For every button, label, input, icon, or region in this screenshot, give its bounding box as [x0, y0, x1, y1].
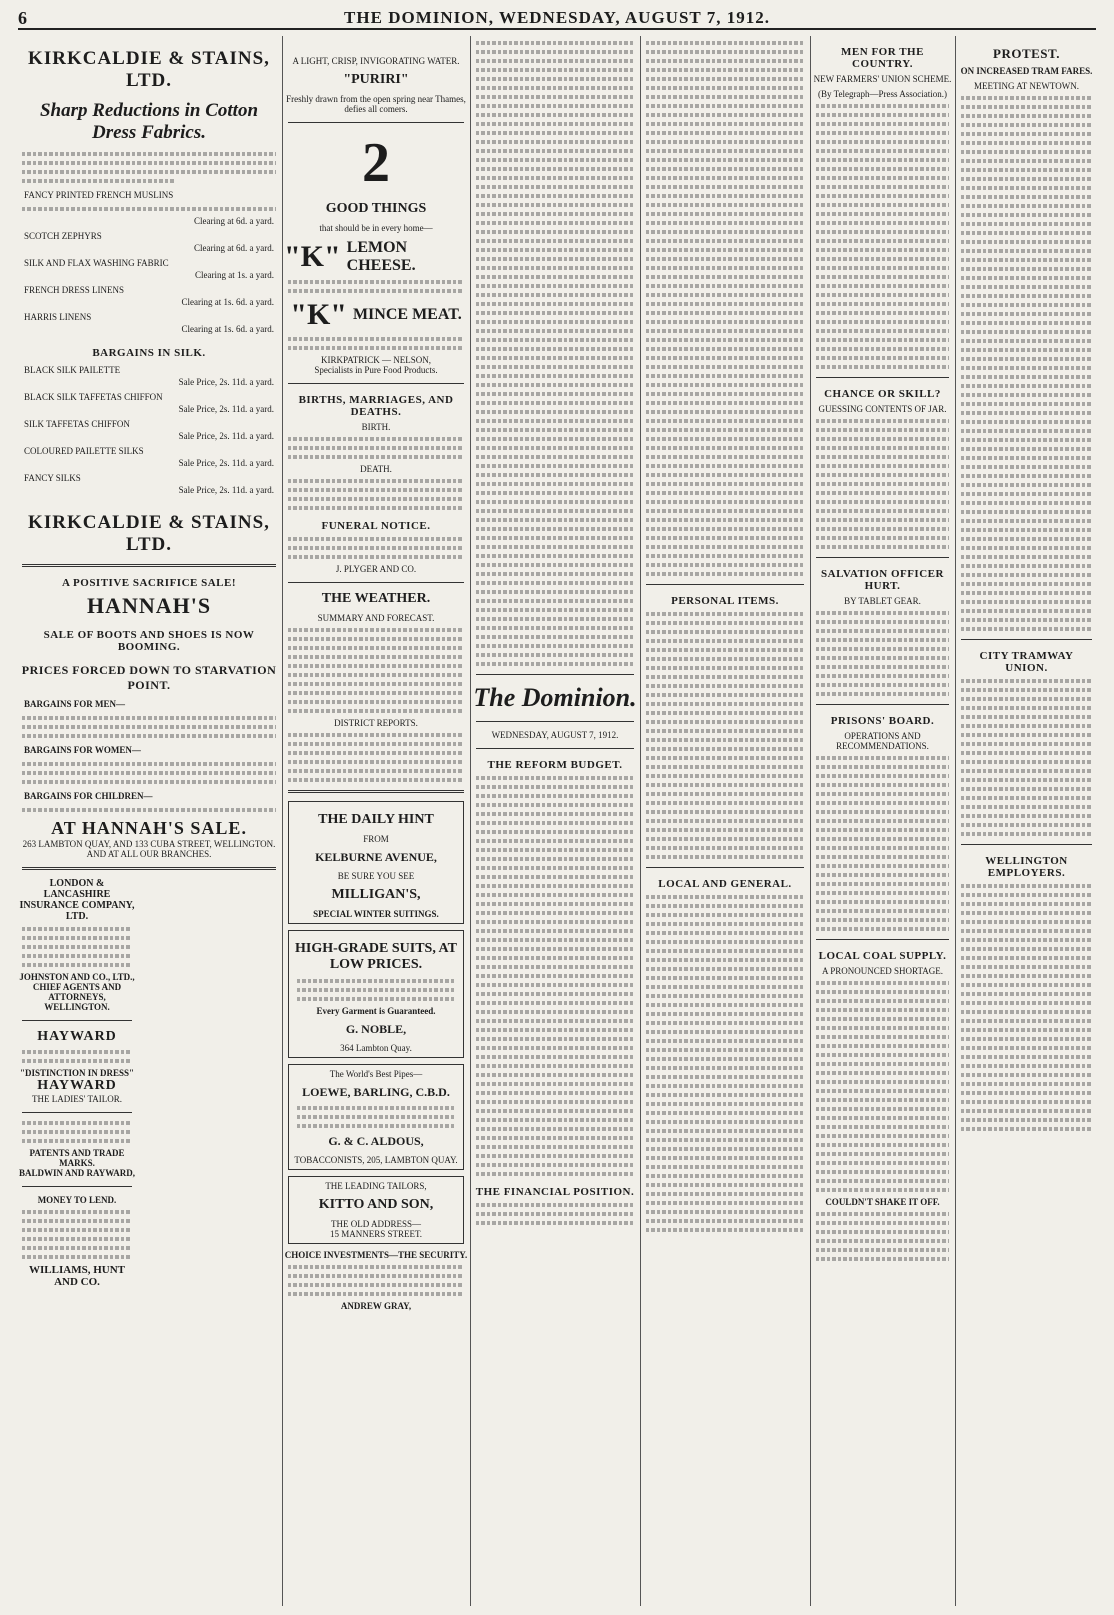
item-name: COLOURED PAILETTE SILKS — [24, 446, 144, 456]
column-rule — [955, 36, 956, 1606]
light-crisp: A LIGHT, CRISP, INVIGORATING WATER. — [292, 56, 460, 66]
reform-budget: THE REFORM BUDGET. — [487, 759, 623, 771]
dominion-logo: The Dominion. — [473, 683, 637, 712]
manners-street: 15 MANNERS STREET. — [329, 1229, 423, 1239]
andrew-gray: ANDREW GRAY, — [340, 1301, 412, 1311]
death-heading: DEATH. — [360, 464, 392, 474]
local-general: LOCAL AND GENERAL. — [658, 878, 792, 890]
every-home: that should be in every home— — [319, 223, 433, 233]
item-price: Sale Price, 2s. 11d. a yard. — [178, 377, 274, 387]
london-lancashire: LONDON & LANCASHIRE INSURANCE COMPANY, LTD. — [19, 878, 135, 922]
hayward-heading: HAYWARD — [37, 1029, 117, 1044]
patents-heading: PATENTS AND TRADE MARKS. — [29, 1148, 125, 1168]
item-price: Clearing at 1s. 6d. a yard. — [181, 297, 274, 307]
masthead — [18, 8, 1096, 30]
advert-column-1 — [18, 36, 280, 1606]
item-name: SILK TAFFETAS CHIFFON — [24, 419, 130, 429]
sale-boots: SALE OF BOOTS AND SHOES IS NOW BOOMING. — [43, 629, 255, 653]
column-rule — [470, 36, 471, 1606]
johnston-agents: JOHNSTON AND CO., LTD., CHIEF AGENTS AND ATTORNEYS, WELLINGTON. — [19, 972, 135, 1012]
tramway-union: CITY TRAMWAY UNION. — [979, 650, 1074, 674]
undertakers: J. PLYGER AND CO. — [335, 564, 417, 574]
guessing-jar: GUESSING CONTENTS OF JAR. — [818, 404, 947, 414]
column-rule — [640, 36, 641, 1606]
birth-heading: BIRTH. — [361, 422, 391, 432]
item-name: SILK AND FLAX WASHING FABRIC — [24, 258, 169, 268]
column-rule — [282, 36, 283, 1606]
puriri-title: "PURIRI" — [343, 72, 409, 87]
item-name: HARRIS LINENS — [24, 312, 92, 322]
item-name: FANCY SILKS — [24, 473, 81, 483]
two-numeral: 2 — [362, 132, 390, 194]
funeral-heading: FUNERAL NOTICE. — [321, 520, 431, 532]
baldwin-rayward: BALDWIN AND RAYWARD, — [19, 1168, 135, 1178]
leading-tailors: THE LEADING TAILORS, — [325, 1181, 427, 1191]
good-things: GOOD THINGS — [325, 201, 427, 216]
k-logo: "K" — [290, 298, 347, 331]
mince-meat: MINCE MEAT. — [352, 306, 462, 323]
item-price: Clearing at 1s. a yard. — [195, 270, 274, 280]
column-rule — [810, 36, 811, 1606]
summary-forecast: SUMMARY AND FORECAST. — [317, 613, 435, 623]
sharp-reductions-heading: Sharp Reductions in Cotton Dress Fabrics. — [39, 100, 259, 143]
distinction-dress: "DISTINCTION IN DRESS" — [19, 1068, 135, 1078]
hannahs-address: 263 LAMBTON QUAY, AND 133 CUBA STREET, WELLINGTON. AND AT ALL OUR BRANCHES. — [22, 839, 276, 859]
prices-forced: PRICES FORCED DOWN TO STARVATION POINT. — [21, 663, 277, 692]
milligans: MILLIGAN'S, — [331, 887, 421, 902]
tobacconists: TOBACCONISTS, 205, LAMBTON QUAY. — [294, 1155, 458, 1165]
k-logo: "K" — [284, 240, 341, 273]
item-name: FANCY PRINTED FRENCH MUSLINS — [24, 190, 174, 200]
noble-address: 364 Lambton Quay. — [340, 1043, 412, 1053]
kitto-son: KITTO AND SON, — [318, 1197, 434, 1212]
wellington-employers: WELLINGTON EMPLOYERS. — [985, 855, 1068, 879]
positive-sale: A POSITIVE SACRIFICE SALE! — [61, 577, 237, 589]
item-price: Clearing at 1s. 6d. a yard. — [181, 324, 274, 334]
williams-hunt: WILLIAMS, HUNT AND CO. — [29, 1264, 125, 1288]
loewe-barling: LOEWE, BARLING, C.B.D. — [302, 1085, 450, 1099]
text-column-4 — [642, 36, 808, 1606]
personal-items: PERSONAL ITEMS. — [671, 595, 779, 607]
daily-hint: THE DAILY HINT — [318, 812, 434, 827]
item-price: Sale Price, 2s. 11d. a yard. — [178, 458, 274, 468]
text-column-3 — [472, 36, 638, 1606]
district-reports: DISTRICT REPORTS. — [334, 718, 418, 728]
every-garment: Every Garment is Guaranteed. — [316, 1006, 436, 1016]
money-to-lend: MONEY TO LEND. — [37, 1195, 117, 1205]
ladies-tailor: THE LADIES' TAILOR. — [32, 1094, 122, 1104]
lemon-cheese: LEMON CHEESE. — [346, 239, 416, 274]
silk-list — [18, 363, 280, 498]
bargains-men: BARGAINS FOR MEN— — [24, 699, 126, 709]
farmers-union: NEW FARMERS' UNION SCHEME. — [813, 74, 952, 84]
text-column-5 — [812, 36, 953, 1606]
high-grade: HIGH-GRADE SUITS, AT LOW PRICES. — [295, 941, 457, 972]
financial-position: THE FINANCIAL POSITION. — [475, 1186, 635, 1198]
telegraph-note: (By Telegraph—Press Association.) — [818, 89, 947, 99]
kirkpatrick: KIRKPATRICK — NELSON, — [321, 355, 431, 365]
bargains-women: BARGAINS FOR WOMEN— — [24, 745, 141, 755]
prisons-board: PRISONS' BOARD. — [830, 715, 935, 727]
issue-date: WEDNESDAY, AUGUST 7, 1912. — [491, 730, 619, 740]
aldous: G. & C. ALDOUS, — [328, 1134, 424, 1148]
kelburne-avenue: KELBURNE AVENUE, — [315, 850, 437, 864]
newspaper-title: THE DOMINION, WEDNESDAY, AUGUST 7, 1912. — [344, 8, 770, 27]
old-address: THE OLD ADDRESS— — [330, 1219, 421, 1229]
tram-fares: ON INCREASED TRAM FARES. — [960, 66, 1093, 76]
births-heading: BIRTHS, MARRIAGES, AND DEATHS. — [298, 394, 454, 418]
special-winter: SPECIAL WINTER SUITINGS. — [313, 909, 439, 919]
chance-skill: CHANCE OR SKILL? — [824, 388, 941, 400]
bargains-children: BARGAINS FOR CHILDREN— — [24, 791, 153, 801]
operations: OPERATIONS AND RECOMMENDATIONS. — [836, 731, 929, 751]
page-number: 6 — [18, 8, 27, 28]
local-coal: LOCAL COAL SUPPLY. — [818, 950, 947, 962]
bargains-silk-heading: BARGAINS IN SILK. — [92, 347, 206, 359]
from-label: FROM — [363, 834, 389, 844]
couldnt-shake: COULDN'T SHAKE IT OFF. — [825, 1197, 940, 1207]
text-column-6 — [957, 36, 1096, 1606]
item-price: Sale Price, 2s. 11d. a yard. — [178, 404, 274, 414]
advert-column-2 — [284, 36, 468, 1606]
noble: G. NOBLE, — [345, 1022, 407, 1036]
men-country: MEN FOR THE COUNTRY. — [841, 46, 924, 70]
fabric-list — [18, 188, 280, 337]
hayward-heading-2: HAYWARD — [37, 1078, 117, 1093]
hannahs-sale: AT HANNAH'S SALE. — [51, 818, 247, 838]
item-price: Clearing at 6d. a yard. — [194, 216, 274, 226]
item-name: SCOTCH ZEPHYRS — [24, 231, 102, 241]
kirkcaldie-heading: KIRKCALDIE & STAINS, LTD. — [28, 48, 270, 91]
choice-investments: CHOICE INVESTMENTS—THE SECURITY. — [284, 1250, 468, 1260]
item-price: Sale Price, 2s. 11d. a yard. — [178, 431, 274, 441]
item-name: BLACK SILK PAILETTE — [24, 365, 121, 375]
weather-heading: THE WEATHER. — [321, 591, 431, 606]
specialists: Specialists in Pure Food Products. — [314, 365, 438, 375]
item-price: Sale Price, 2s. 11d. a yard. — [178, 485, 274, 495]
item-name: FRENCH DRESS LINENS — [24, 285, 125, 295]
worlds-best: The World's Best Pipes— — [329, 1069, 423, 1079]
protest-heading: PROTEST. — [993, 46, 1060, 61]
puriri-desc: Freshly drawn from the open spring near Thames, defies all comers. — [286, 94, 466, 114]
tablet-gear: BY TABLET GEAR. — [844, 596, 921, 606]
hannahs-heading: HANNAH'S — [86, 593, 212, 618]
be-sure: BE SURE YOU SEE — [337, 871, 415, 881]
item-price: Clearing at 6d. a yard. — [194, 243, 274, 253]
item-name: BLACK SILK TAFFETAS CHIFFON — [24, 392, 163, 402]
kirkcaldie-footer: KIRKCALDIE & STAINS, LTD. — [28, 512, 270, 555]
pronounced-shortage: A PRONOUNCED SHORTAGE. — [822, 966, 943, 976]
salvation-officer: SALVATION OFFICER HURT. — [821, 568, 944, 592]
meeting-newtown: MEETING AT NEWTOWN. — [974, 81, 1079, 91]
